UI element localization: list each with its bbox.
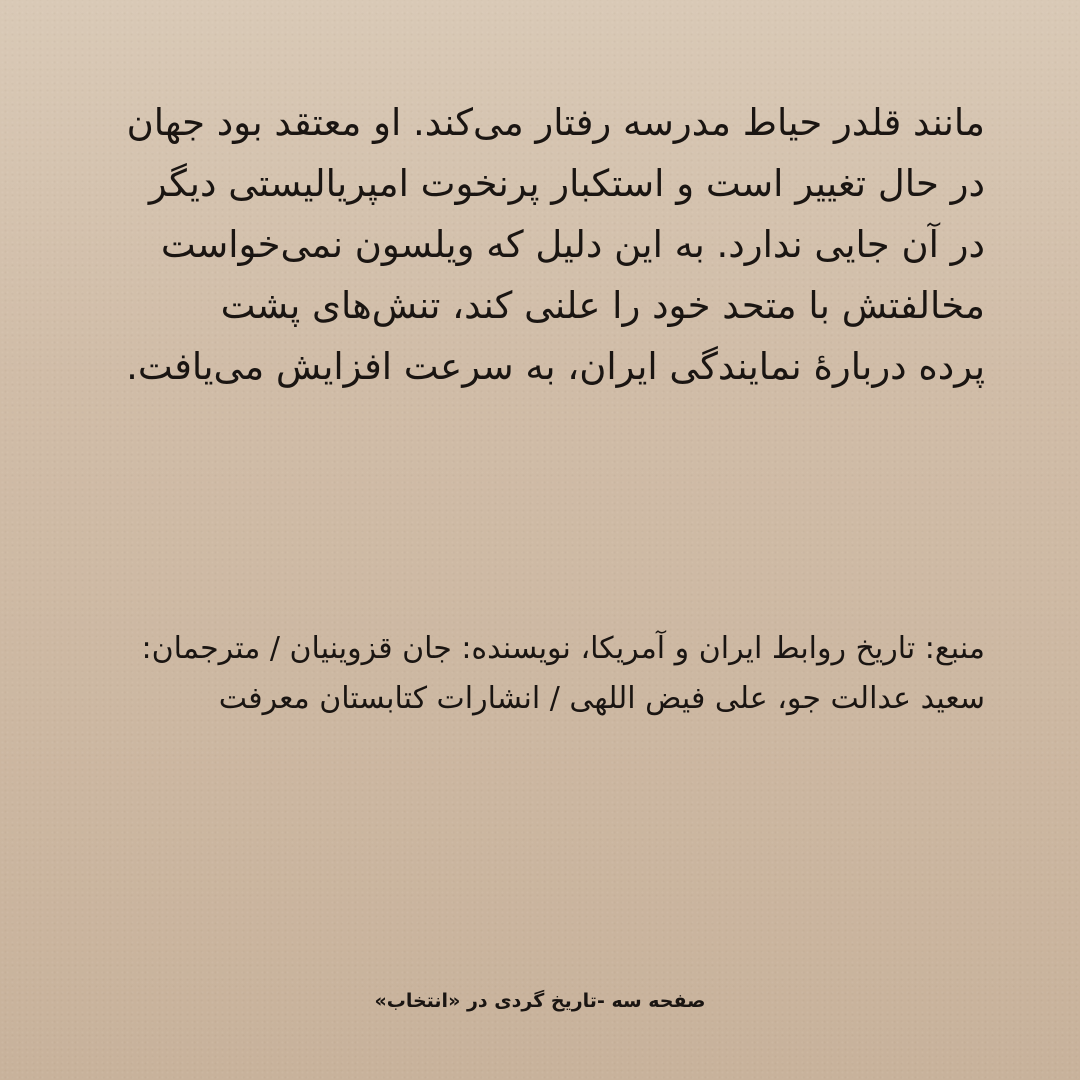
paragraph-line: در حال تغییر است و استکبار پرنخوت امپریالیستی دیگر <box>148 162 985 205</box>
paragraph-line: در آن جایی ندارد. به این دلیل که ویلسون نمی‌خواست <box>160 223 985 266</box>
paragraph-line: مانند قلدر حیاط مدرسه رفتار می‌کند. او معتقد بود جهان <box>126 101 985 144</box>
paragraph-line: پرده دربارهٔ نمایندگی ایران، به سرعت افزایش می‌یافت. <box>126 345 985 388</box>
paragraph-line: مخالفتش با متحد خود را علنی کند، تنش‌های پشت <box>220 284 985 327</box>
main-paragraph <box>95 92 985 397</box>
page-footer: صفحه سه -تاریخ گردی در «انتخاب» <box>374 990 706 1012</box>
citation-line: منبع: تاریخ روابط ایران و آمریکا، نویسنده: جان قزوینیان / مترجمان: <box>141 631 985 666</box>
source-citation <box>95 624 985 724</box>
citation-line: سعید عدالت جو، علی فیض اللهی / انشارات کتابستان معرفت <box>218 681 985 716</box>
